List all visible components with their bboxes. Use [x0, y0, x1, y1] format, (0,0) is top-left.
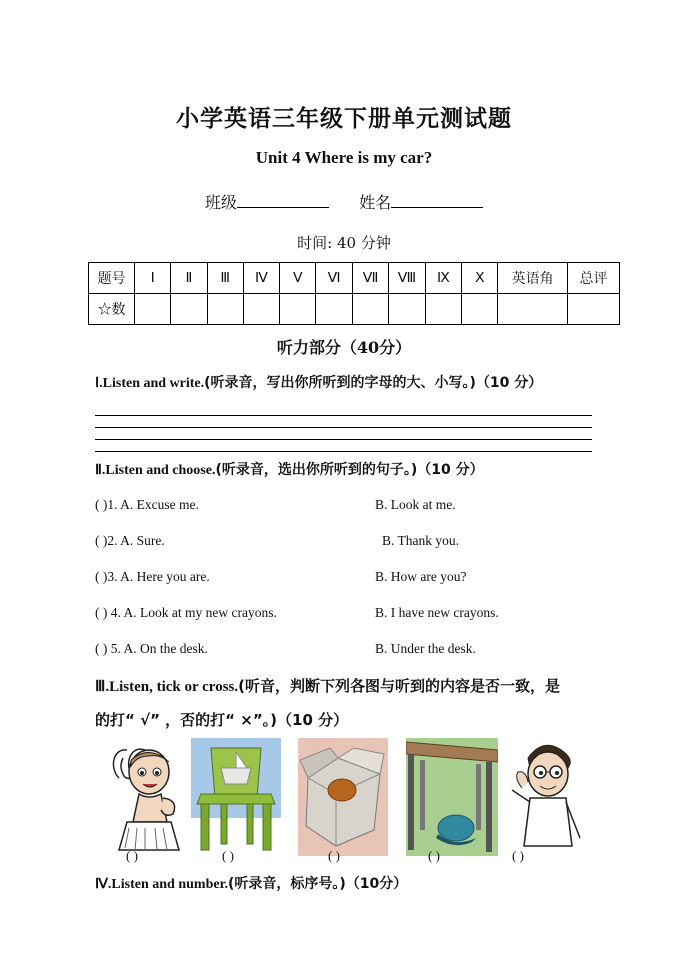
score-header-cell: Ⅶ: [352, 263, 388, 294]
time-limit: 时间: 40 分钟: [297, 234, 391, 252]
score-cell[interactable]: [171, 294, 207, 325]
score-cell[interactable]: [135, 294, 171, 325]
class-blank[interactable]: [237, 191, 329, 208]
score-header-cell: Ⅴ: [280, 263, 316, 294]
score-header-cell: Ⅷ: [389, 263, 426, 294]
score-header-cell: Ⅵ: [316, 263, 352, 294]
q4-english: Listen and number.: [111, 877, 228, 892]
q3-answer-paren-3[interactable]: ( ): [328, 848, 340, 863]
score-header-cell: Ⅲ: [207, 263, 243, 294]
q4-number: Ⅳ.: [95, 877, 112, 892]
q2-english: Listen and choose.: [105, 463, 216, 478]
q1-chinese: (听录音，写出你所听到的字母的大、小写。)（10 分）: [204, 375, 543, 391]
q2-chinese: (听录音，选出你所听到的句子。)（10 分）: [215, 462, 484, 478]
q3-heading-line2: [95, 709, 348, 730]
q2-number: Ⅱ.: [95, 463, 106, 478]
score-header-cell: 英语角: [498, 263, 567, 294]
score-header-cell: Ⅹ: [462, 263, 498, 294]
desk-with-cap-picture: [406, 738, 498, 856]
score-header-cell: Ⅳ: [243, 263, 279, 294]
score-header-cell: Ⅰ: [135, 263, 171, 294]
q3-number: Ⅲ.: [95, 679, 110, 695]
score-cell[interactable]: [352, 294, 388, 325]
q3-answer-paren-5[interactable]: ( ): [512, 848, 524, 863]
writing-line[interactable]: [95, 440, 592, 452]
q2-item-1-option-b: B. Look at me.: [375, 497, 456, 512]
unit-subtitle: Unit 4 Where is my car?: [255, 148, 433, 167]
score-header-cell: Ⅸ: [425, 263, 461, 294]
q2-item-2-option-a: ( )2. A. Sure.: [95, 533, 165, 548]
score-cell[interactable]: [389, 294, 426, 325]
q3-answer-paren-1[interactable]: ( ): [126, 848, 138, 863]
q4-chinese: (听录音，标序号。)（10分）: [228, 876, 408, 892]
score-cell[interactable]: [207, 294, 243, 325]
q4-heading: [95, 873, 407, 893]
class-label: 班级: [204, 193, 237, 212]
q2-item-3-option-b: B. How are you?: [375, 569, 467, 584]
score-row-label: ☆数: [89, 294, 135, 325]
q2-item-4-option-a: ( ) 4. A. Look at my new crayons.: [95, 605, 277, 620]
score-cell[interactable]: [243, 294, 279, 325]
q2-item-5-option-b: B. Under the desk.: [375, 641, 476, 656]
score-cell[interactable]: [425, 294, 461, 325]
score-table-stars-row: [89, 294, 620, 325]
q3-english: Listen, tick or cross.: [109, 679, 239, 695]
q1-writing-lines[interactable]: [95, 404, 592, 452]
name-blank[interactable]: [391, 191, 483, 208]
q1-number: Ⅰ.: [95, 376, 103, 391]
score-cell[interactable]: [462, 294, 498, 325]
q2-item-3-option-a: ( )3. A. Here you are.: [95, 569, 210, 584]
q3-answer-paren-4[interactable]: ( ): [428, 848, 440, 863]
writing-line[interactable]: [95, 416, 592, 428]
q1-english: Listen and write.: [102, 376, 205, 391]
q3-answer-paren-2[interactable]: ( ): [222, 848, 234, 863]
listening-section-header: 听力部分（40分）: [276, 338, 412, 357]
page-title: 小学英语三年级下册单元测试题: [176, 105, 512, 132]
q3-heading: [95, 675, 560, 696]
score-header-cell: 题号: [89, 263, 135, 294]
score-header-cell: 总评: [567, 263, 619, 294]
q2-item-2-option-b: B. Thank you.: [382, 533, 459, 548]
student-info-line: [0, 190, 688, 213]
writing-line[interactable]: [95, 428, 592, 440]
chair-with-boat-picture: [191, 738, 281, 856]
girl-picture: [105, 738, 191, 856]
score-table: [88, 262, 620, 325]
score-cell[interactable]: [567, 294, 619, 325]
score-cell[interactable]: [280, 294, 316, 325]
score-cell[interactable]: [316, 294, 352, 325]
q3-chinese-cont: 的打“ √” ，否的打“ ×”。)（10 分）: [95, 711, 349, 729]
q2-heading: [95, 459, 484, 479]
score-table-header-row: [89, 263, 620, 294]
score-header-cell: Ⅱ: [171, 263, 207, 294]
writing-line[interactable]: [95, 404, 592, 416]
boy-with-glasses-picture: [508, 738, 588, 856]
q2-item-4-option-b: B. I have new crayons.: [375, 605, 499, 620]
q3-chinese: (听音，判断下列各图与听到的内容是否一致，是: [238, 677, 560, 695]
name-label: 姓名: [359, 193, 392, 212]
ball-in-box-picture: [298, 738, 388, 856]
q2-item-1-option-a: ( )1. A. Excuse me.: [95, 497, 199, 512]
q1-heading: [95, 372, 542, 392]
q2-item-5-option-a: ( ) 5. A. On the desk.: [95, 641, 208, 656]
score-cell[interactable]: [498, 294, 567, 325]
